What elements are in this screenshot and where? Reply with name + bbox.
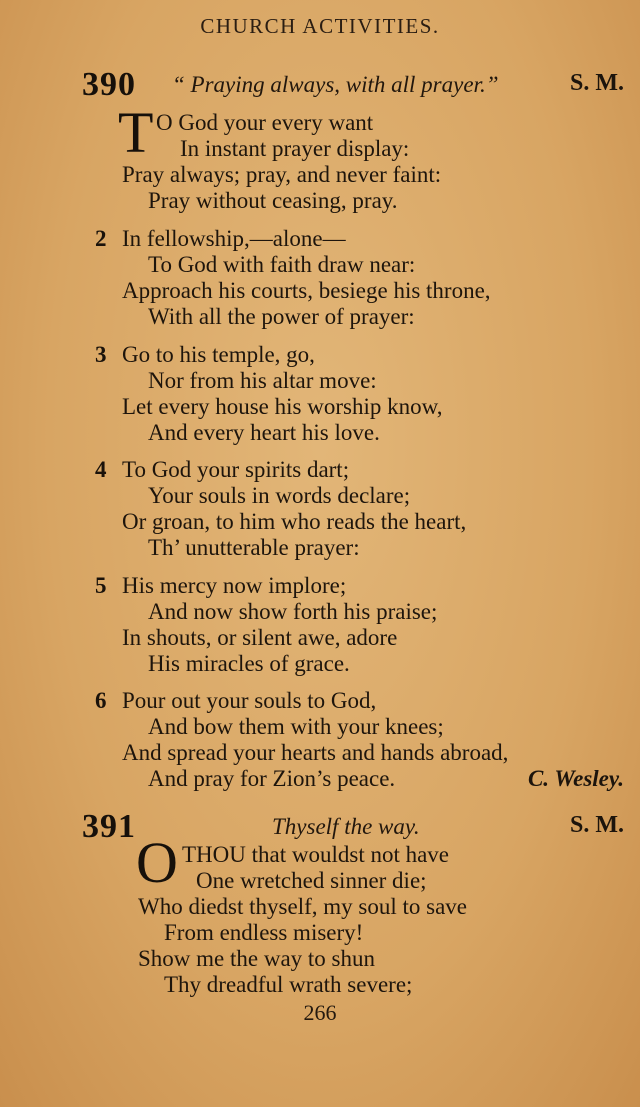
drop-cap: T — [118, 100, 154, 165]
verse-line: Your souls in words declare; — [148, 483, 411, 508]
verse-line: Who diedst thyself, my soul to save — [138, 894, 467, 919]
verse-line: And pray for Zion’s peace. — [148, 766, 396, 791]
verse-line: With all the power of prayer: — [148, 304, 415, 329]
verse-line: From endless misery! — [164, 920, 364, 945]
verse-line: Or groan, to him who reads the heart, — [122, 509, 467, 534]
verse-line: In shouts, or silent awe, adore — [122, 625, 398, 650]
hymn-title: “ Praying always, with all prayer.” — [172, 72, 499, 97]
hymn-title: Thyself the way. — [272, 814, 420, 839]
verse-line: To God your spirits dart; — [122, 457, 350, 482]
verse-line: In instant prayer display: — [180, 136, 410, 161]
verse-line: Th’ unutterable prayer: — [148, 535, 360, 560]
verse-line: Thy dreadful wrath severe; — [164, 972, 413, 997]
hymn-390-header — [0, 66, 640, 106]
stanza-number: 3 — [95, 342, 107, 367]
verse-line: THOU that wouldst not have — [182, 842, 450, 867]
stanza-number: 2 — [95, 226, 107, 251]
drop-cap: O — [136, 830, 178, 895]
verse-line: Go to his temple, go, — [122, 342, 315, 367]
verse-line: To God with faith draw near: — [148, 252, 416, 277]
verse-line: Show me the way to shun — [138, 946, 376, 971]
verse-line: And spread your hearts and hands abroad, — [122, 740, 509, 765]
verse-line: And bow them with your knees; — [148, 714, 444, 739]
verse-line: His miracles of grace. — [148, 651, 350, 676]
verse-line: Nor from his altar move: — [148, 368, 377, 393]
stanza-number: 4 — [95, 457, 107, 482]
hymn-meter: S. M. — [570, 812, 624, 838]
verse-line: Let every house his worship know, — [122, 394, 443, 419]
verse-line: Pray without ceasing, pray. — [148, 188, 398, 213]
verse-line: One wretched sinner die; — [196, 868, 427, 893]
hymn-number: 391 — [82, 808, 136, 845]
verse-line: O God your every want — [156, 110, 374, 135]
author-attribution: C. Wesley. — [527, 766, 624, 791]
verse-line: Approach his courts, besiege his throne, — [122, 278, 491, 303]
verse-line: Pray always; pray, and never faint: — [122, 162, 442, 187]
verse-line: And every heart his love. — [148, 420, 380, 445]
verse-line: His mercy now implore; — [122, 573, 347, 598]
hymn-meter: S. M. — [570, 70, 624, 96]
stanza-number: 5 — [95, 573, 107, 598]
running-head: CHURCH ACTIVITIES. — [200, 14, 440, 38]
hymn-number: 390 — [82, 66, 136, 103]
verse-line: And now show forth his praise; — [148, 599, 438, 624]
verse-line: Pour out your souls to God, — [122, 688, 377, 713]
page-number: 266 — [303, 1000, 337, 1025]
stanza-number: 6 — [95, 688, 107, 713]
verse-line: In fellowship,—alone— — [122, 226, 346, 251]
